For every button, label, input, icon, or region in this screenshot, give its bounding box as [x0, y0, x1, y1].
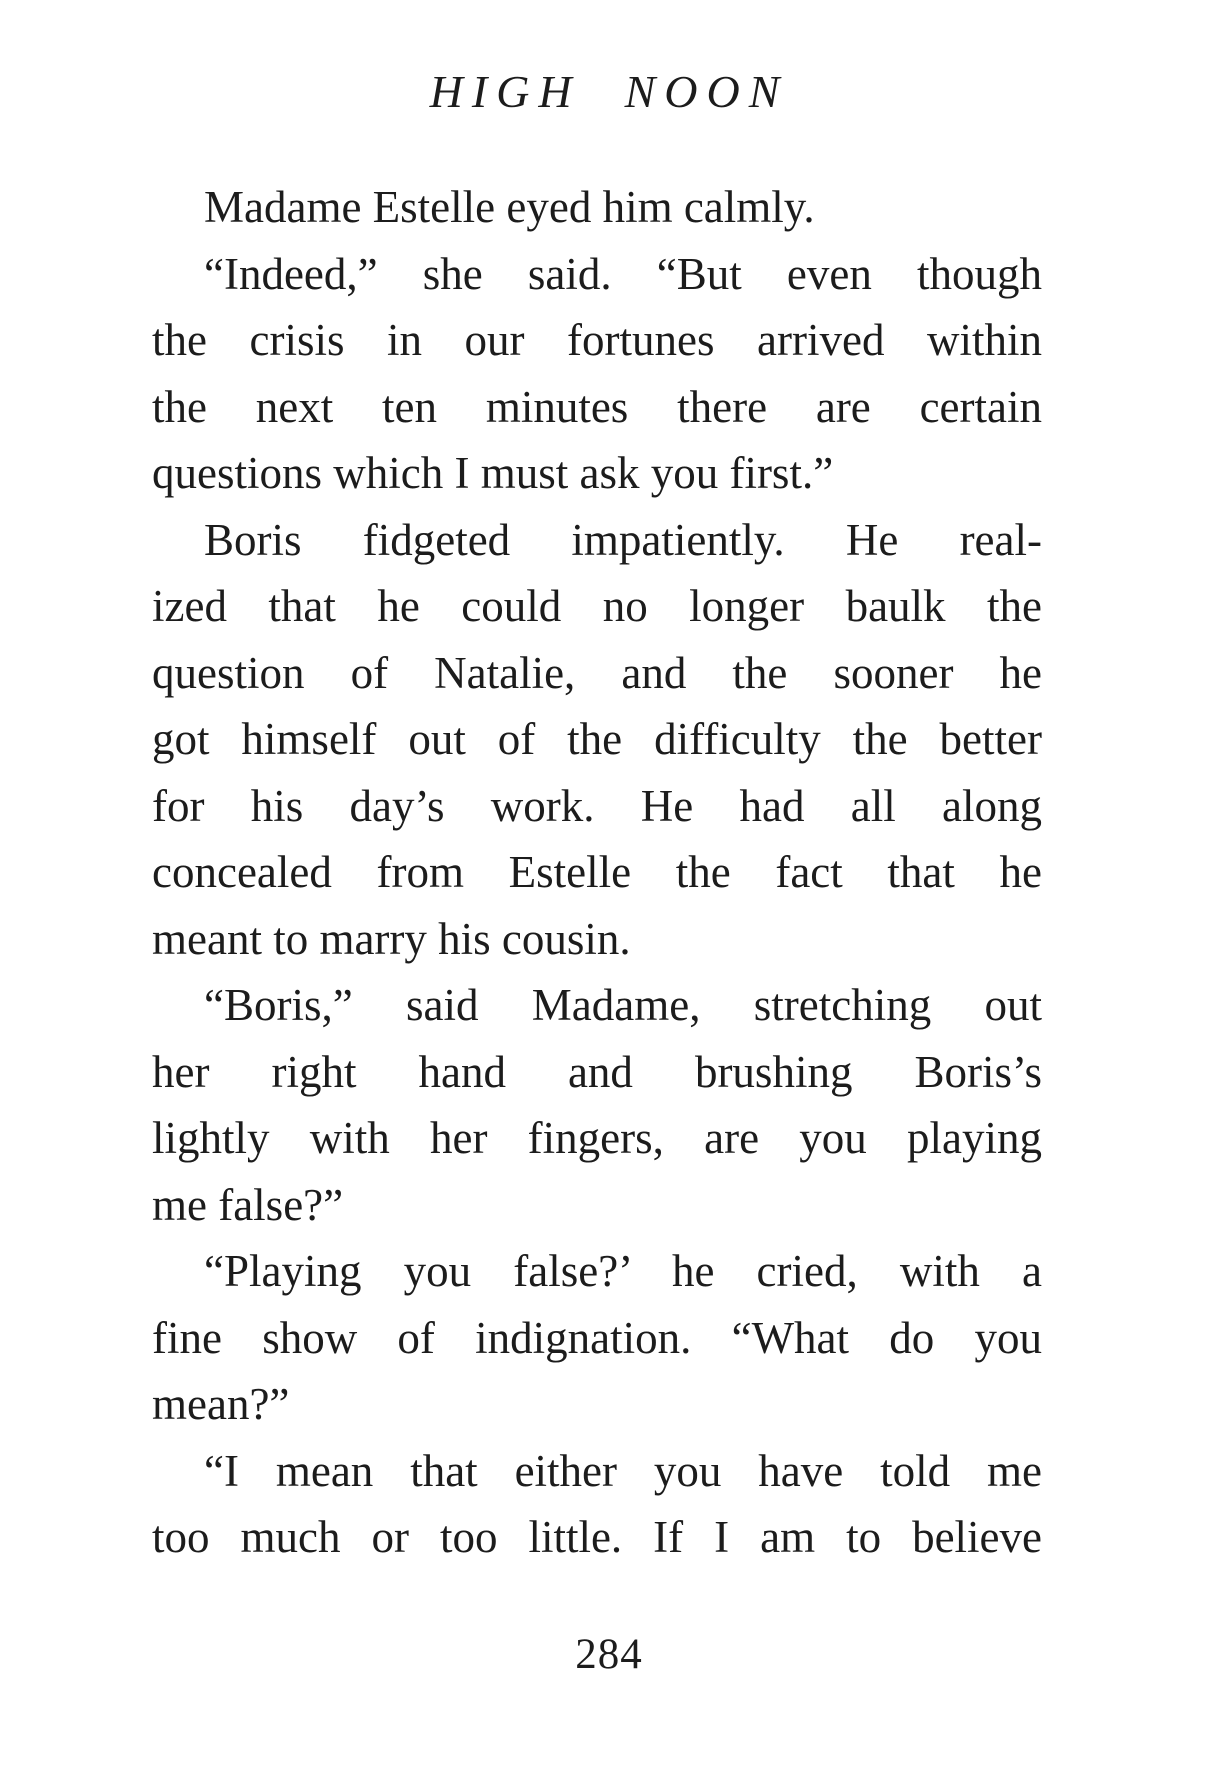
running-head [0, 62, 1218, 122]
body-text [152, 174, 1042, 1571]
text-line: mean?” [152, 1379, 290, 1429]
text-line: questions which I must ask you first.” [152, 448, 834, 498]
text-line: the crisis in our fortunes arrived within [152, 315, 1042, 365]
text-line: “Playing you false?’ he cried, with a [204, 1246, 1042, 1296]
page-number: 284 [575, 1631, 643, 1678]
text-line: “Indeed,” she said. “But even though [204, 248, 1042, 299]
running-head-word-2: NOON [624, 66, 789, 117]
text-line: Madame Estelle eyed him calmly. [204, 182, 815, 232]
text-line: “I mean that either you have told me [204, 1445, 1042, 1496]
text-line: fine show of indignation. “What do you [152, 1312, 1042, 1363]
text-line: concealed from Estelle the fact that he [152, 847, 1042, 897]
text-line: her right hand and brushing Boris’s [152, 1046, 1042, 1097]
text-line: meant to marry his cousin. [152, 913, 631, 964]
text-line: got himself out of the difficulty the better [152, 714, 1042, 764]
text-line: ized that he could no longer baulk the [152, 581, 1042, 631]
text-line: too much or too little. If I am to believe [152, 1512, 1042, 1562]
text-line: question of Natalie, and the sooner he [152, 647, 1042, 698]
text-line: me false?” [152, 1179, 344, 1230]
text-line: “Boris,” said Madame, stretching out [204, 980, 1042, 1030]
running-head-word-1: HIGH [429, 66, 581, 117]
text-line: the next ten minutes there are certain [152, 381, 1042, 432]
text-line: lightly with her fingers, are you playing [152, 1113, 1042, 1163]
text-line: for his day’s work. He had all along [152, 780, 1042, 831]
text-line: Boris fidgeted impatiently. He real- [204, 514, 1042, 565]
